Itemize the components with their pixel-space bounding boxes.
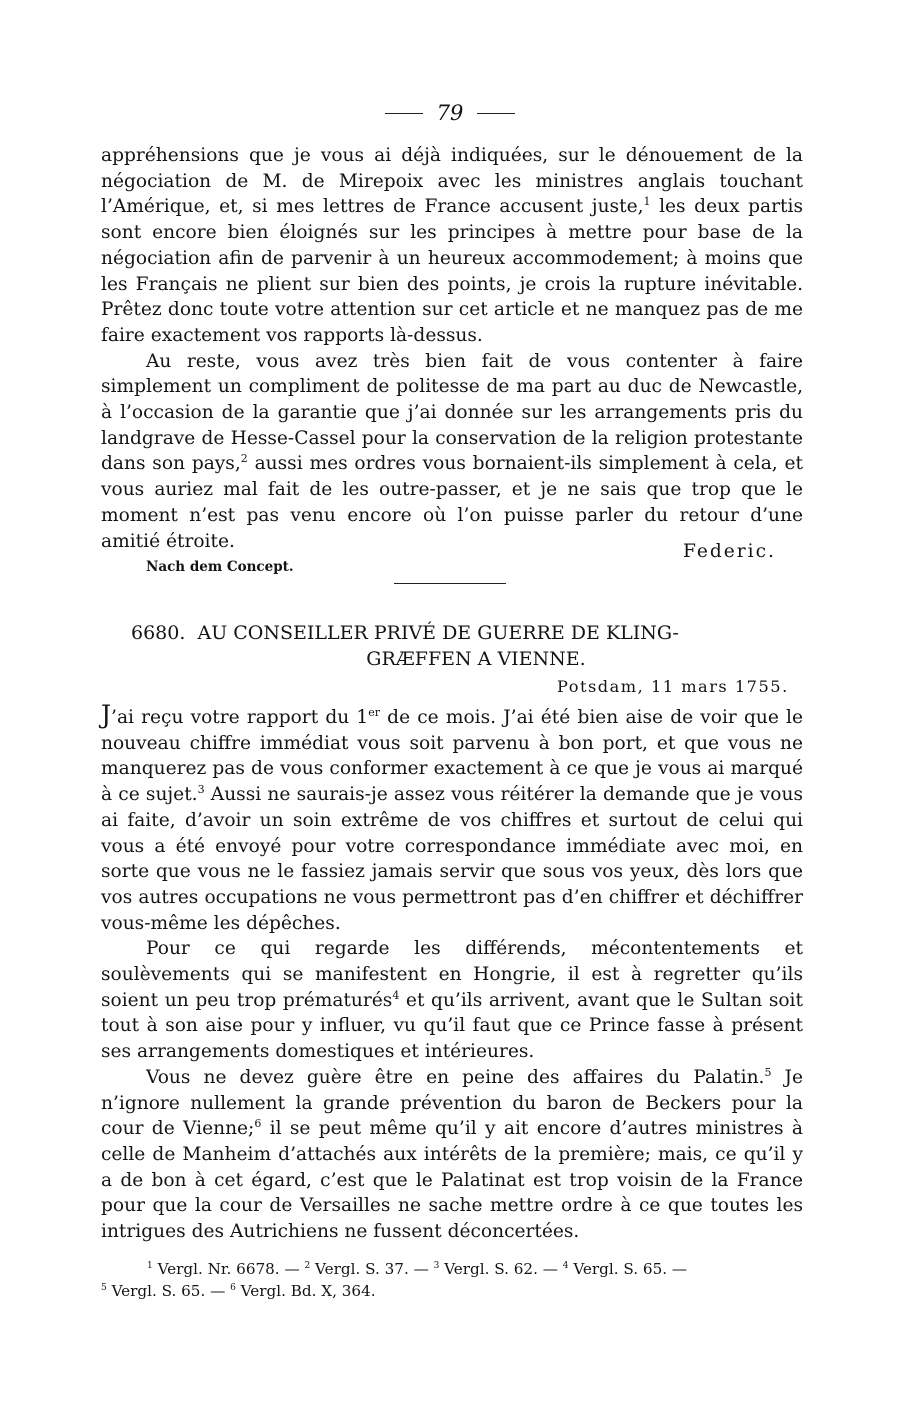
footnote-ref: 6: [254, 1117, 262, 1131]
letter-heading: [131, 620, 771, 672]
footnote-line: $^5$ Vergl. S. 65. — $^6$ Vergl. Bd. X, 364.: [101, 1282, 376, 1300]
footnote-ref: 4: [392, 988, 400, 1002]
footnote-ref: 3: [197, 783, 205, 797]
letter-heading-line-1: [131, 620, 771, 646]
paragraph: appréhensions que je vous ai déjà indiquées, sur le dénouement de la négociation de M. de Mirepoix avec les ministres anglais touchant l’Amérique, et, si mes lettres de France accusent juste,$^1$ les deux partis sont encore bien éloignés sur les principes à mettre pour base de la négociation afin de parvenir à un heureux accommodement; à moins que les Français ne plient sur bien des points, je crois la rupture inévitable. Prêtez donc toute votre attention sur cet article et ne manquez pas de me faire exactement vos rapports là-dessus.: [101, 145, 803, 346]
footnote-ref: 5: [764, 1065, 772, 1079]
footnote-ref: 1: [643, 195, 651, 209]
continued-letter-text: [101, 143, 803, 554]
signature: Federic.: [683, 541, 776, 562]
letter-title-2: GRÆFFEN A VIENNE.: [366, 648, 586, 670]
source-note: Nach dem Concept.: [146, 559, 294, 575]
footnote-line: $^1$ Vergl. Nr. 6678. — $^2$ Vergl. S. 37. — $^3$ Vergl. S. 62. — $^4$ Vergl. S. 65. —: [147, 1260, 688, 1278]
paragraph: J’ai reçu votre rapport du 1er de ce mois. J’ai été bien aise de voir que le nouveau chiffre immédiat vous soit parvenu à bon port, et que vous ne manquerez pas de vous conformer exactement à ce que je vous ai marqué à ce sujet.$^3$ Aussi ne saurais-je assez vous réitérer la demande que je vous ai faite, d’avoir un soin extrême de vos chiffres et surtout de celui qui vous a été envoyé pour votre correspondance immédiate avec moi, en sorte que vous ne le fassiez jamais servir que sous vos yeux, dès lors que vos autres occupations ne vous permettront pas d’en chiffrer et déchiffrer vous-même les dépêches.: [101, 700, 803, 934]
initial-letter: J: [101, 700, 112, 729]
dateline: Potsdam, 11 mars 1755.: [557, 677, 789, 696]
footnote-ref: 2: [240, 452, 248, 466]
footnotes: [101, 1258, 803, 1302]
header-rule-right: [477, 113, 515, 114]
section-divider: [394, 583, 506, 584]
letter-body: [101, 702, 803, 1245]
page-header: [0, 98, 900, 128]
letter-title-1: AU CONSEILLER PRIVÉ DE GUERRE DE KLING-: [197, 622, 679, 644]
letter-number: 6680.: [131, 622, 186, 644]
paragraph: Vous ne devez guère être en peine des affaires du Palatin.$^5$ Je n’ignore nullement la grande prévention du baron de Beckers pour la cour de Vienne;$^6$ il se peut même qu’il y ait encore d’autres ministres à celle de Manheim d’attachés aux intérêts de la première; mais, ce qu’il y a de bon à cet égard, c’est que le Palatinat est trop voisin de la France pour que la cour de Versailles ne sache mettre ordre à ce que toutes les intrigues des Autrichiens ne fussent déconcertées.: [101, 1065, 803, 1243]
paragraph: Pour ce qui regarde les différends, mécontentements et soulèvements qui se manifestent en Hongrie, il est à regretter qu’ils soient un peu trop prématurés$^4$ et qu’ils arrivent, avant que le Sultan soit tout à son aise pour y influer, vu qu’il faut que ce Prince fasse à présent ses arrangements domestiques et intérieures.: [101, 938, 803, 1063]
page-number: 79: [436, 101, 464, 125]
header-rule-left: [385, 113, 423, 114]
paragraph: Au reste, vous avez très bien fait de vous contenter à faire simplement un compliment de politesse de ma part au duc de Newcastle, à l’occasion de la garantie que j’ai donnée sur les arrangements pris du landgrave de Hesse-Cassel pour la conservation de la religion protestante dans son pays,$^2$ aussi mes ordres vous bornaient-ils simplement à cela, et vous auriez mal fait de les outre-passer, et je ne sais que trop que le moment n’est pas venu encore où l’on puisse parler du retour d’une amitié étroite.: [101, 350, 803, 552]
